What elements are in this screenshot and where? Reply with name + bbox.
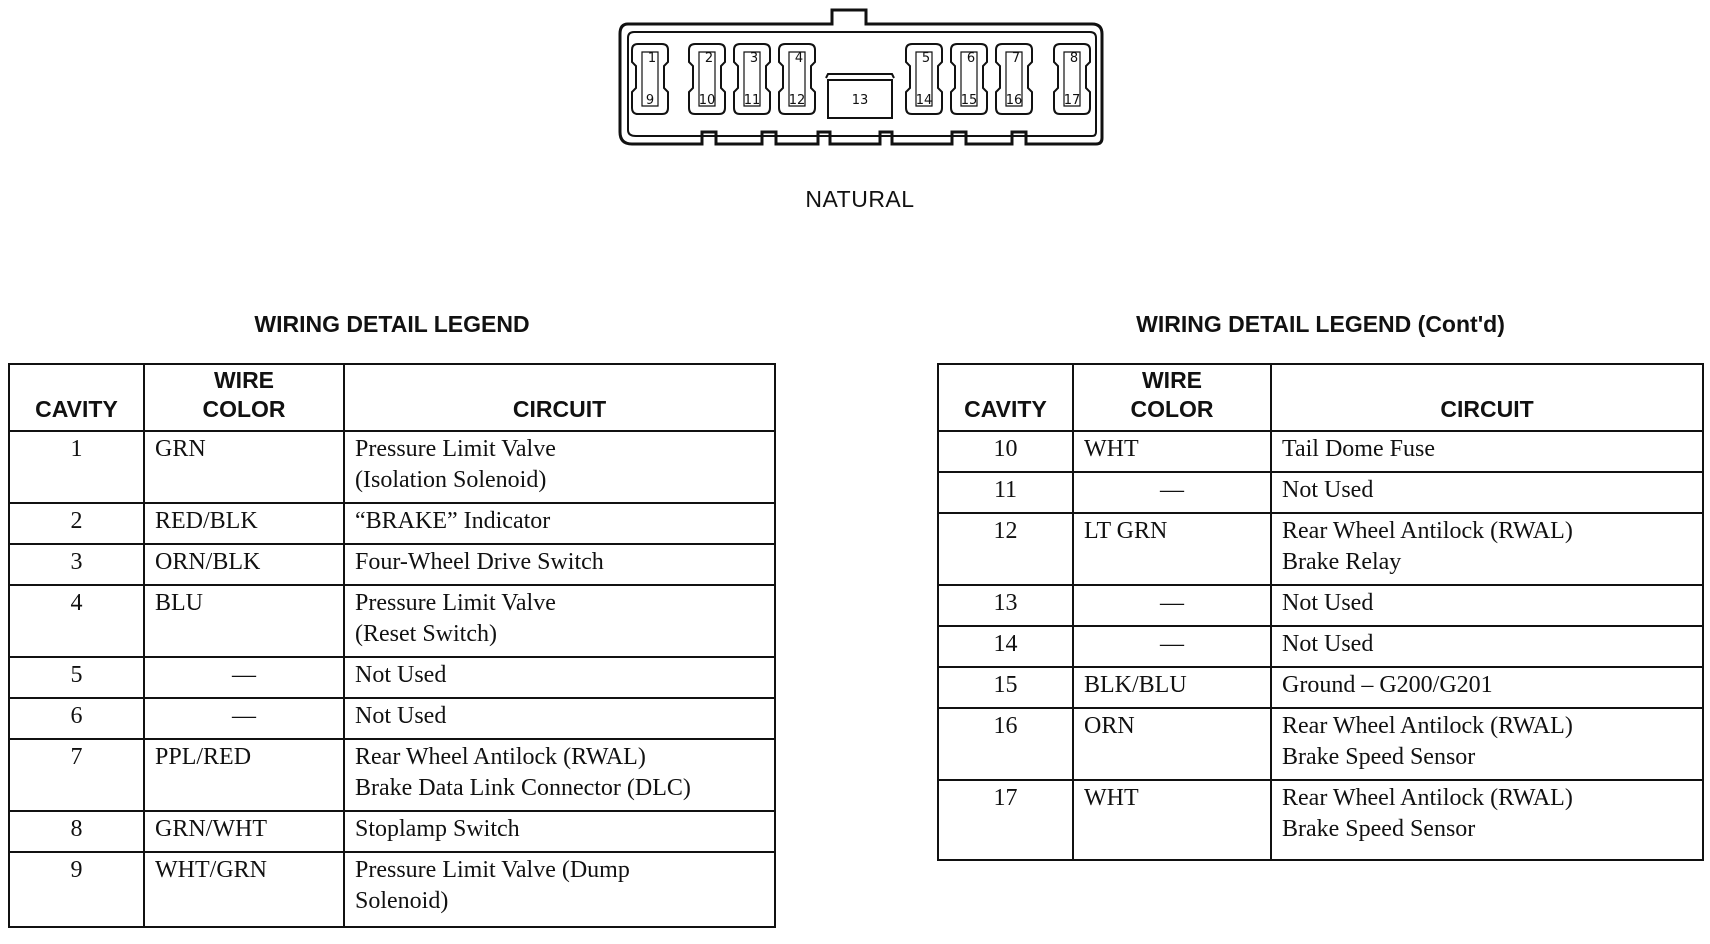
cavity-label-17: 17 (1063, 93, 1081, 108)
wire-color-cell: GRN/WHT (144, 811, 344, 852)
cavity-pair (996, 44, 1032, 114)
circuit-line: (Isolation Solenoid) (355, 467, 547, 493)
table-row (9, 811, 775, 852)
circuit-line: Four-Wheel Drive Switch (355, 549, 604, 575)
circuit-line: (Reset Switch) (355, 621, 497, 647)
cavity-pair (632, 44, 668, 114)
circuit-cell (344, 811, 775, 852)
table-header-row (938, 364, 1703, 431)
cavity-label-3: 3 (749, 51, 759, 66)
wire-color-cell: BLK/BLU (1073, 667, 1271, 708)
legend-title-continued: WIRING DETAIL LEGEND (Cont'd) (1136, 311, 1505, 337)
table-row (9, 503, 775, 544)
header-wire-line2: COLOR (1130, 396, 1214, 422)
circuit-cell (344, 852, 775, 927)
legend-rows-continued (938, 431, 1703, 860)
table-row (9, 739, 775, 811)
circuit-line: Not Used (355, 662, 447, 688)
circuit-cell (1271, 431, 1703, 472)
cavity-pair (779, 44, 815, 114)
header-cavity: CAVITY (938, 364, 1073, 431)
wire-color-cell: BLU (144, 585, 344, 657)
circuit-line: Brake Speed Sensor (1282, 744, 1476, 770)
wire-color-cell: — (144, 657, 344, 698)
wire-color-cell: ORN/BLK (144, 544, 344, 585)
legend-rows (9, 431, 775, 927)
cavity-cell: 1 (9, 431, 144, 503)
circuit-cell (344, 544, 775, 585)
header-wire-color (144, 364, 344, 431)
cavity-cell: 8 (9, 811, 144, 852)
cavity-label-9: 9 (645, 93, 655, 108)
cavity-label-11: 11 (743, 93, 761, 108)
wire-color-cell: LT GRN (1073, 513, 1271, 585)
header-wire-line1: WIRE (1141, 367, 1203, 393)
table-row (938, 626, 1703, 667)
circuit-cell (1271, 708, 1703, 780)
cavity-cell: 10 (938, 431, 1073, 472)
cavity-pair (951, 44, 987, 114)
header-circuit: CIRCUIT (1271, 364, 1703, 431)
circuit-cell (1271, 472, 1703, 513)
circuit-cell (1271, 667, 1703, 708)
wire-color-cell: — (1073, 472, 1271, 513)
circuit-cell (344, 739, 775, 811)
circuit-cell (1271, 626, 1703, 667)
wire-color-cell: WHT/GRN (144, 852, 344, 927)
table-row (9, 852, 775, 927)
wire-color-cell: — (1073, 585, 1271, 626)
circuit-cell (344, 657, 775, 698)
circuit-line: Pressure Limit Valve (355, 590, 556, 616)
cavity-cell: 6 (9, 698, 144, 739)
circuit-line: Solenoid) (355, 888, 449, 914)
cavity-label-7: 7 (1011, 51, 1021, 66)
wire-color-cell: PPL/RED (144, 739, 344, 811)
table-row (9, 544, 775, 585)
cavity-label-14: 14 (915, 93, 933, 108)
wire-color-cell: GRN (144, 431, 344, 503)
circuit-line: Rear Wheel Antilock (RWAL) (1282, 518, 1573, 544)
circuit-cell (1271, 585, 1703, 626)
circuit-cell (344, 585, 775, 657)
cavity-cell: 11 (938, 472, 1073, 513)
cavity-pair (906, 44, 942, 114)
table-row (938, 667, 1703, 708)
wire-color-cell: — (1073, 626, 1271, 667)
circuit-line: Not Used (1282, 477, 1374, 503)
cavity-13-window (826, 74, 894, 118)
connector-color-label: NATURAL (805, 186, 915, 212)
circuit-line: Not Used (1282, 590, 1374, 616)
table-row (9, 585, 775, 657)
table-row (938, 472, 1703, 513)
header-cavity: CAVITY (9, 364, 144, 431)
cavity-label-5: 5 (921, 51, 931, 66)
table-row (938, 708, 1703, 780)
table-row (9, 657, 775, 698)
circuit-line: “BRAKE” Indicator (355, 508, 551, 534)
cavity-label-13: 13 (851, 93, 869, 108)
wiring-legend-table-continued (937, 363, 1704, 861)
table-row (938, 585, 1703, 626)
cavity-label-8: 8 (1069, 51, 1079, 66)
cavity-label-10: 10 (698, 93, 716, 108)
circuit-line: Pressure Limit Valve (355, 436, 556, 462)
cavity-cell: 15 (938, 667, 1073, 708)
table-row (938, 513, 1703, 585)
table-row (9, 431, 775, 503)
circuit-line: Rear Wheel Antilock (RWAL) (1282, 785, 1573, 811)
header-circuit: CIRCUIT (344, 364, 775, 431)
circuit-line: Pressure Limit Valve (Dump (355, 857, 630, 883)
cavity-label-16: 16 (1005, 93, 1023, 108)
cavity-cell: 17 (938, 780, 1073, 860)
cavity-cell: 9 (9, 852, 144, 927)
cavity-cell: 13 (938, 585, 1073, 626)
circuit-line: Ground – G200/G201 (1282, 672, 1493, 698)
cavity-cell: 12 (938, 513, 1073, 585)
cavity-label-2: 2 (704, 51, 714, 66)
circuit-line: Stoplamp Switch (355, 816, 520, 842)
circuit-cell (344, 698, 775, 739)
cavity-label-1: 1 (647, 51, 657, 66)
circuit-cell (344, 503, 775, 544)
circuit-line: Brake Data Link Connector (DLC) (355, 775, 691, 801)
connector-diagram (615, 6, 1115, 156)
header-wire-color (1073, 364, 1271, 431)
wire-color-cell: ORN (1073, 708, 1271, 780)
cavity-cell: 7 (9, 739, 144, 811)
wiring-legend-table (8, 363, 776, 928)
circuit-cell (1271, 780, 1703, 860)
cavity-pair (734, 44, 770, 114)
table-header-row (9, 364, 775, 431)
wire-color-cell: WHT (1073, 780, 1271, 860)
cavity-cell: 14 (938, 626, 1073, 667)
cavity-cell: 2 (9, 503, 144, 544)
wire-color-cell: WHT (1073, 431, 1271, 472)
cavity-cell: 4 (9, 585, 144, 657)
cavity-pair (689, 44, 725, 114)
table-row (9, 698, 775, 739)
circuit-line: Tail Dome Fuse (1282, 436, 1435, 462)
cavity-cell: 16 (938, 708, 1073, 780)
legend-title: WIRING DETAIL LEGEND (254, 311, 530, 337)
cavity-label-4: 4 (794, 51, 804, 66)
circuit-line: Not Used (1282, 631, 1374, 657)
circuit-cell (344, 431, 775, 503)
table-row (938, 780, 1703, 860)
circuit-line: Brake Speed Sensor (1282, 816, 1476, 842)
cavity-label-12: 12 (788, 93, 806, 108)
cavity-cell: 3 (9, 544, 144, 585)
table-row (938, 431, 1703, 472)
header-wire-line2: COLOR (202, 396, 286, 422)
cavity-cell: 5 (9, 657, 144, 698)
circuit-line: Rear Wheel Antilock (RWAL) (1282, 713, 1573, 739)
wire-color-cell: — (144, 698, 344, 739)
cavity-pair (1054, 44, 1090, 114)
circuit-cell (1271, 513, 1703, 585)
circuit-line: Brake Relay (1282, 549, 1402, 575)
cavity-label-6: 6 (966, 51, 976, 66)
cavity-label-15: 15 (960, 93, 978, 108)
circuit-line: Rear Wheel Antilock (RWAL) (355, 744, 646, 770)
wire-color-cell: RED/BLK (144, 503, 344, 544)
circuit-line: Not Used (355, 703, 447, 729)
header-wire-line1: WIRE (213, 367, 275, 393)
